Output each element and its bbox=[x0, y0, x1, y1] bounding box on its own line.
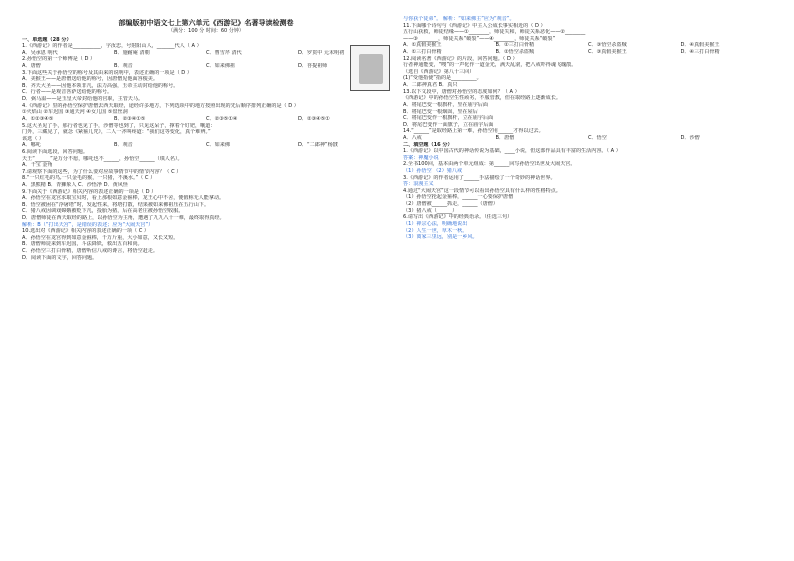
option-item: D．菩提祖师 bbox=[298, 63, 328, 70]
option-item: A．唐僧 bbox=[22, 63, 41, 70]
option-item: A．哪吒 bbox=[22, 142, 41, 149]
option-item: B．②悟空杀盗贼 bbox=[495, 49, 535, 56]
right-column bbox=[403, 16, 773, 557]
option-item: D．④三打白骨精 bbox=[680, 49, 720, 56]
page-subtitle: （满分：100 分 时间：60 分钟） bbox=[168, 28, 244, 35]
question-line: 行者神通能变，“嗖”的一声化作一道金光，满天乱滚，把八戒吓得魂飞魄散。 bbox=[403, 62, 577, 69]
option-row bbox=[22, 116, 390, 123]
option-item: B．②③④①⑤ bbox=[114, 115, 146, 122]
question-line: ——③________，师徒关系“破裂”——④________，师徒关系“破裂” bbox=[403, 35, 556, 42]
option-item: D．④真假美猴王 bbox=[680, 42, 720, 49]
answer-line: 答：浪漫主义 bbox=[403, 181, 434, 188]
question-line: B．悟空被困在“浮屠塔”时，发起性来，将塔打散，结果被如来佛祖压在五行山下。 bbox=[22, 201, 210, 208]
question-line: D．弼马温——是玉皇大帝封给他的官职，主管天马。 bbox=[22, 96, 144, 103]
question-line: 3.下面这些关于孙悟空的称号及其由来的说明中，表述正确的一项是（ D ） bbox=[22, 69, 192, 76]
question-line: 该选（ ） bbox=[22, 135, 44, 142]
option-item: D．罗贯中 元末明初 bbox=[298, 49, 345, 56]
question-line: 13.以下文段中，唐僧对孙悟空的态度如何？（ A ） bbox=[403, 88, 520, 95]
question-line: A．孙悟空在龙宫得到如意金箍棒，千万斤重，大小如意，又长又短。 bbox=[22, 234, 179, 241]
question-line: 4.通过“大闹天宫”这一段情节可以看出孙悟空具有什么样的性格特点。 bbox=[403, 187, 561, 194]
question-line: C．行者——是观音菩萨送给他的称号。 bbox=[22, 89, 113, 96]
question-line: B．将尾巴变一根烟囱，竖在屋后 bbox=[403, 108, 478, 115]
question-line: D．唐僧师徒在西天取经的路上，以孙悟空为主角，遭遇了九九八十一难，最终取得真经。 bbox=[22, 215, 225, 222]
question-line: 1.《西游记》的作者是___________，字汝忠，号射阳山人，_______代人（ A ） bbox=[22, 43, 202, 50]
answer-line: （3）离家三里远，别是一乡风。 bbox=[403, 234, 478, 241]
question-line: 11.下面哪个诗句与《西游记》中主人公成长事实相近的（ D ） bbox=[403, 22, 546, 29]
option-item: D．沙僧 bbox=[680, 134, 700, 141]
option-item: B．观音 bbox=[114, 63, 133, 70]
question-figure bbox=[350, 45, 390, 91]
question-line: A．将尾巴变一根旗杆，竖在庙宇后面 bbox=[403, 101, 488, 108]
option-row bbox=[22, 50, 390, 57]
question-line: （1）孙悟空抡起金箍棒，______一心要保护唐僧 bbox=[403, 194, 514, 201]
question-line: A．二郎神真君 B．真只 bbox=[403, 82, 458, 89]
answer-line: （2）人生一世，草木一秋。 bbox=[403, 227, 468, 234]
option-item: A．①真假美猴王 bbox=[403, 42, 442, 49]
answer-line: （1）禅宗心法，明确地说出 bbox=[403, 220, 468, 227]
section-heading: 一、单选题（28 分） bbox=[22, 36, 72, 43]
question-line: 2.孙悟空的第一个师傅是（ D ） bbox=[22, 56, 96, 63]
option-row bbox=[22, 142, 390, 149]
question-line: 门外，三藏见了，就念《紧箍儿咒》，二人一齐叫疼道：“我们这等变化，真个难辨。” bbox=[22, 129, 211, 136]
option-row bbox=[403, 49, 773, 56]
section-heading: 二、填空题（16 分） bbox=[403, 141, 453, 148]
option-item: B．施耐庵 清朝 bbox=[114, 49, 150, 56]
question-line: 6.请写出《西游记》中的经典语录。（任选三句） bbox=[403, 214, 513, 221]
question-line: B．齐天大圣——因他本领非凡，法力高强，玉帝主动封给他的称号。 bbox=[22, 82, 179, 89]
question-line: 12.阅读名著《西游记》的片段，回答问题。（ D ） bbox=[403, 55, 518, 62]
option-item: C．如来佛祖 bbox=[206, 63, 236, 70]
question-line: 5.这大圣见了手，那行者也见了手，沙僧等也到了，只见这呆子，撑着个钉钯，嚷道： bbox=[22, 122, 216, 129]
option-item: A．①②③④⑤ bbox=[22, 115, 54, 122]
question-line: B．唐僧师徒来到车迟国，斗法降妖，救出五百和尚。 bbox=[22, 241, 143, 248]
option-item: C．③悟空杀盗贼 bbox=[588, 42, 627, 49]
answer-line: 解析：B（“打出天宫”，是错误的表述；应为“大闹天宫”） bbox=[22, 221, 154, 228]
left-column bbox=[22, 16, 390, 557]
option-item: B．②三打白骨精 bbox=[495, 42, 535, 49]
question-line: 2.全书100回，基本由两个单元组成：第______回写孙悟空出世及大闹天宫。 bbox=[403, 161, 576, 168]
question-line: 4.《西游记》里的孙悟空保护唐僧去西天取经，途经许多地方，下列选项中的地方按照出现的先后顺序排列正确的是（ D ） bbox=[22, 102, 299, 109]
page-title: 部编版初中语文七上第六单元《西游记》名著导读检测卷 bbox=[118, 19, 294, 27]
option-item: A．①三打白骨精 bbox=[403, 49, 442, 56]
question-line: A．美猴王——是唐僧送给他的称号，因唐僧见他面容俊美。 bbox=[22, 76, 158, 83]
option-row bbox=[403, 42, 773, 49]
option-item: A．吴承恩 明代 bbox=[22, 49, 58, 56]
option-item: D．②③④⑤① bbox=[298, 115, 330, 122]
question-line: ①火焰山 ②车迟国 ③通天河 ④女儿国 ⑤盘丝洞 bbox=[22, 109, 128, 116]
question-line: C．将尾巴变作一根旗杆，立在庙宇后面 bbox=[403, 115, 494, 122]
question-line: (1)“受他指使”指的是__________。 bbox=[403, 75, 482, 82]
answer-line: （1）孙悟空 （2）猪八戒 bbox=[403, 168, 463, 175]
question-line: 天王“______”是万分不愿，哪吒也不______，孙悟空______（填人名）。 bbox=[22, 155, 183, 162]
question-line: D．阅读下面的文字，回答问题。 bbox=[22, 254, 98, 261]
question-line: A．孙悟空在龙宫求取宝贝时，看上那根如意金箍棒，龙王心中不舍，便假称无人能拿动。 bbox=[22, 195, 225, 202]
question-line: 《西游记》中的孙悟空生性顽劣，不服管教，但在取经路上逐渐成长。 bbox=[403, 95, 561, 102]
option-item: C．曹雪芹 清代 bbox=[206, 49, 242, 56]
question-line: 3.《西游记》的作者运用了______手法描绘了一个奇妙的神话世界。 bbox=[403, 174, 556, 181]
question-line: 7.请观察下面的这些，为了什么要对应故事情节中的情节内容？（ C ） bbox=[22, 168, 182, 175]
question-line: （3）猪八戒（______） bbox=[403, 207, 458, 214]
option-item: C．③真假美猴王 bbox=[588, 49, 627, 56]
option-item: A．八戒 bbox=[403, 134, 422, 141]
question-line: D．将尾巴变作一面旗子，立在庙宇后面 bbox=[403, 121, 494, 128]
question-line: C．孙悟空三打白骨精，唐僧听信八戒的谗言，将悟空赶走。 bbox=[22, 248, 158, 255]
question-line: C．猪八戒因调戏嫦娥被贬下凡，投胎为猪，后在高老庄被孙悟空收服。 bbox=[22, 208, 184, 215]
question-line: A．黑熊精 B．青狮象人 C．沙悟净 D．黄风怪 bbox=[22, 182, 128, 188]
question-line: 五行山获救，师徒结缘——①________，师徒失和，师徒关系恶化——②________ bbox=[403, 29, 586, 36]
question-line: （2）唐僧被______抓走，______（唐僧） bbox=[403, 201, 498, 208]
figure-image bbox=[359, 54, 383, 84]
right-body bbox=[403, 16, 773, 241]
question-line: （选自《西游记》第八十三回） bbox=[403, 68, 475, 75]
question-line: 9.下面关于《西游记》相关内容的表述正确的一项是（ D ） bbox=[22, 188, 157, 195]
option-item: B．唐僧 bbox=[495, 134, 515, 141]
left-body bbox=[22, 37, 390, 262]
question-line: 10.选出对《西游记》相关内容的表述正确的一项（ C ） bbox=[22, 228, 149, 235]
option-item: B．观音 bbox=[114, 142, 133, 149]
question-line: A．千宝 金角 bbox=[22, 162, 53, 169]
option-item: D．“二郎神”杨戬 bbox=[298, 142, 338, 149]
question-line: 1.《西游记》以中国古代的神话传说为基础，____小说，但这部作品具有丰富的生活内容。（ A ） bbox=[403, 148, 621, 155]
option-item: C．②③⑤①④ bbox=[206, 115, 238, 122]
option-row bbox=[22, 63, 390, 70]
option-item: C．悟空 bbox=[588, 134, 607, 141]
question-line: 6.阅读下面选段，回答问题。 bbox=[22, 148, 88, 155]
option-row bbox=[403, 135, 773, 142]
option-item: C．如来佛 bbox=[206, 142, 230, 149]
answer-line: 答案：神魔小说 bbox=[403, 154, 439, 161]
answer-line: 与你获个徒弟”。 解析：“如来佛主”应为“观音”。 bbox=[403, 16, 515, 22]
question-line: 14.“______”是取经路上第一难，孙悟空用______才得以过去。 bbox=[403, 128, 544, 135]
question-line: 8.“一只红毛的鸟,一只金毛的猴，一只猪，不溪水。”（ C ） bbox=[22, 175, 156, 182]
